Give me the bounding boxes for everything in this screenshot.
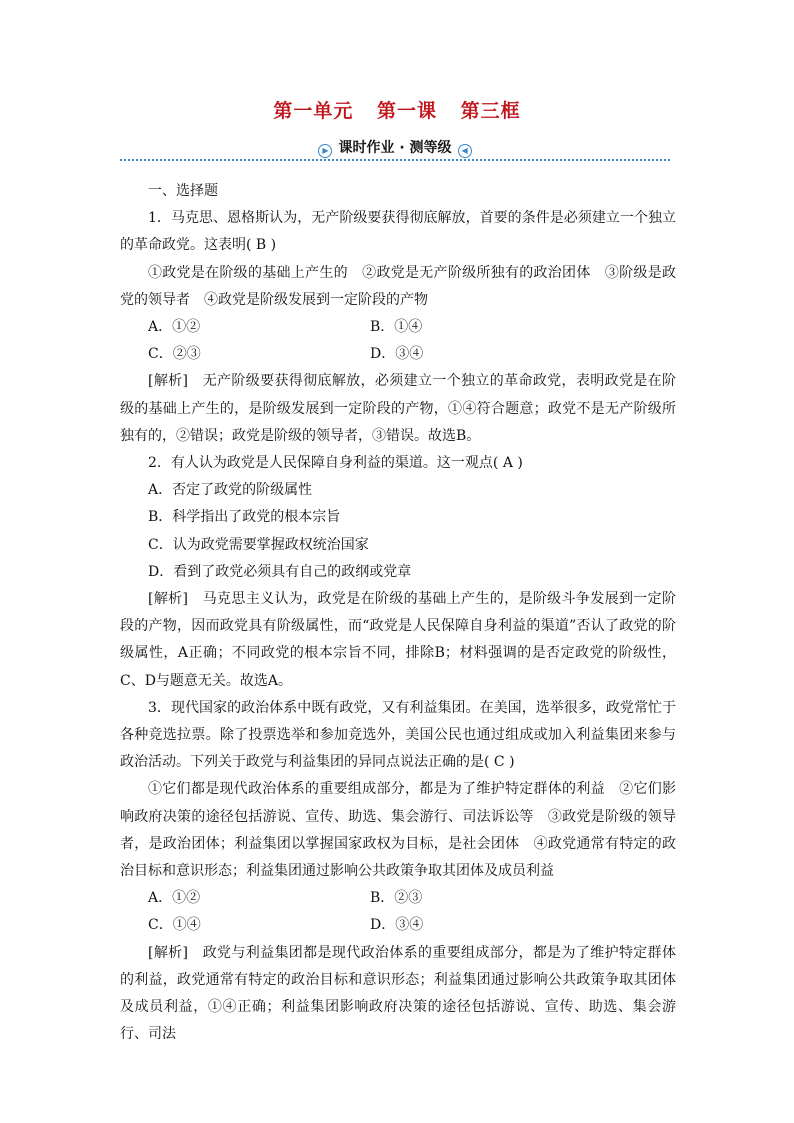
q2-option-b: B．科学指出了政党的根本宗旨	[148, 509, 341, 526]
q2-option-a: A．否定了政党的阶级属性	[148, 482, 313, 499]
homework-banner	[120, 137, 670, 163]
q2-stem: 2．有人认为政党是人民保障自身利益的渠道。这一观点( A )	[148, 455, 523, 472]
q3-options-row1	[120, 885, 676, 912]
q1-stem: 1．马克思、恩格斯认为，无产阶级要获得彻底解放，首要的条件是必须建立一个独立的革命政党。这表明( B )	[120, 210, 676, 254]
q2-option-d: D．看到了政党必须具有自己的政纲或党章	[148, 563, 412, 580]
play-right-icon: ▶	[318, 144, 332, 158]
title-lesson: 第一课	[376, 100, 437, 122]
q3-option-b: B．②③	[370, 890, 423, 907]
q3-stem: 3．现代国家的政治体系中既有政党，又有利益集团。在美国，选举很多，政党常忙于各种竞选拉票。除了投票选举和参加竞选外，美国公民也通过组成或加入利益集团来参与政治活动。下列关于政党与利益集团的异同点说法正确的是( C )	[120, 699, 676, 771]
page-title	[0, 96, 794, 123]
q2-analysis: [解析] 马克思主义认为，政党是在阶级的基础上产生的，是阶级斗争发展到一定阶段的产物，因而政党具有阶级属性，而“政党是人民保障自身利益的渠道”否认了政党的阶级属性，A正确；不同政党的根本宗旨不同，排除B；材料强调的是否定政党的阶级性，C、D与题意无关。故选A。	[120, 591, 676, 689]
q1-options-row1	[120, 314, 676, 341]
q1-options-row2	[120, 341, 676, 368]
q1-option-d: D．③④	[370, 346, 424, 363]
banner-dotted-line	[120, 159, 670, 161]
q3-option-a: A．①②	[148, 890, 201, 907]
q3-statements: ①它们都是现代政治体系的重要组成部分，都是为了维护特定群体的利益 ②它们影响政府决策的途径包括游说、宣传、助选、集会游行、司法诉讼等 ③政党是阶级的领导者，是政治团体；利益集团以掌握国家政权为目标，是社会团体 ④政党通常有特定的政治目标和意识形态；利益集团通过影响公共政策争取其团体及成员利益	[120, 781, 676, 880]
q2-option-c: C．认为政党需要掌握政权统治国家	[148, 536, 369, 553]
section-heading: 一、选择题	[148, 183, 218, 199]
q1-statements: ①政党是在阶级的基础上产生的 ②政党是无产阶级所独有的政治团体 ③阶级是政党的领导者 ④政党是阶级发展到一定阶段的产物	[120, 264, 676, 308]
question-content	[120, 178, 676, 1049]
banner-label: 课时作业 · 测等级	[338, 140, 452, 156]
q3-options-row2	[120, 912, 676, 939]
q3-analysis: [解析] 政党与利益集团都是现代政治体系的重要组成部分，都是为了维护特定群体的利益，政党通常有特定的政治目标和意识形态；利益集团通过影响公共政策争取其团体及成员利益，①④正确；利益集团影响政府决策的途径包括游说、宣传、助选、集会游行、司法	[120, 944, 676, 1043]
q1-option-b: B．①④	[370, 319, 423, 336]
q3-option-d: D．③④	[370, 917, 424, 934]
title-unit: 第一单元	[273, 100, 354, 122]
q1-option-a: A．①②	[148, 319, 201, 336]
q1-option-c: C．②③	[148, 346, 201, 363]
title-frame: 第三框	[460, 100, 521, 122]
q1-analysis: [解析] 无产阶级要获得彻底解放，必须建立一个独立的革命政党，表明政党是在阶级的基础上产生的，是阶级发展到一定阶段的产物，①④符合题意；政党不是无产阶级所独有的，②错误；政党是阶级的领导者，③错误。故选B。	[120, 373, 676, 444]
play-left-icon: ◀	[458, 144, 472, 158]
q3-option-c: C．①④	[148, 917, 201, 934]
